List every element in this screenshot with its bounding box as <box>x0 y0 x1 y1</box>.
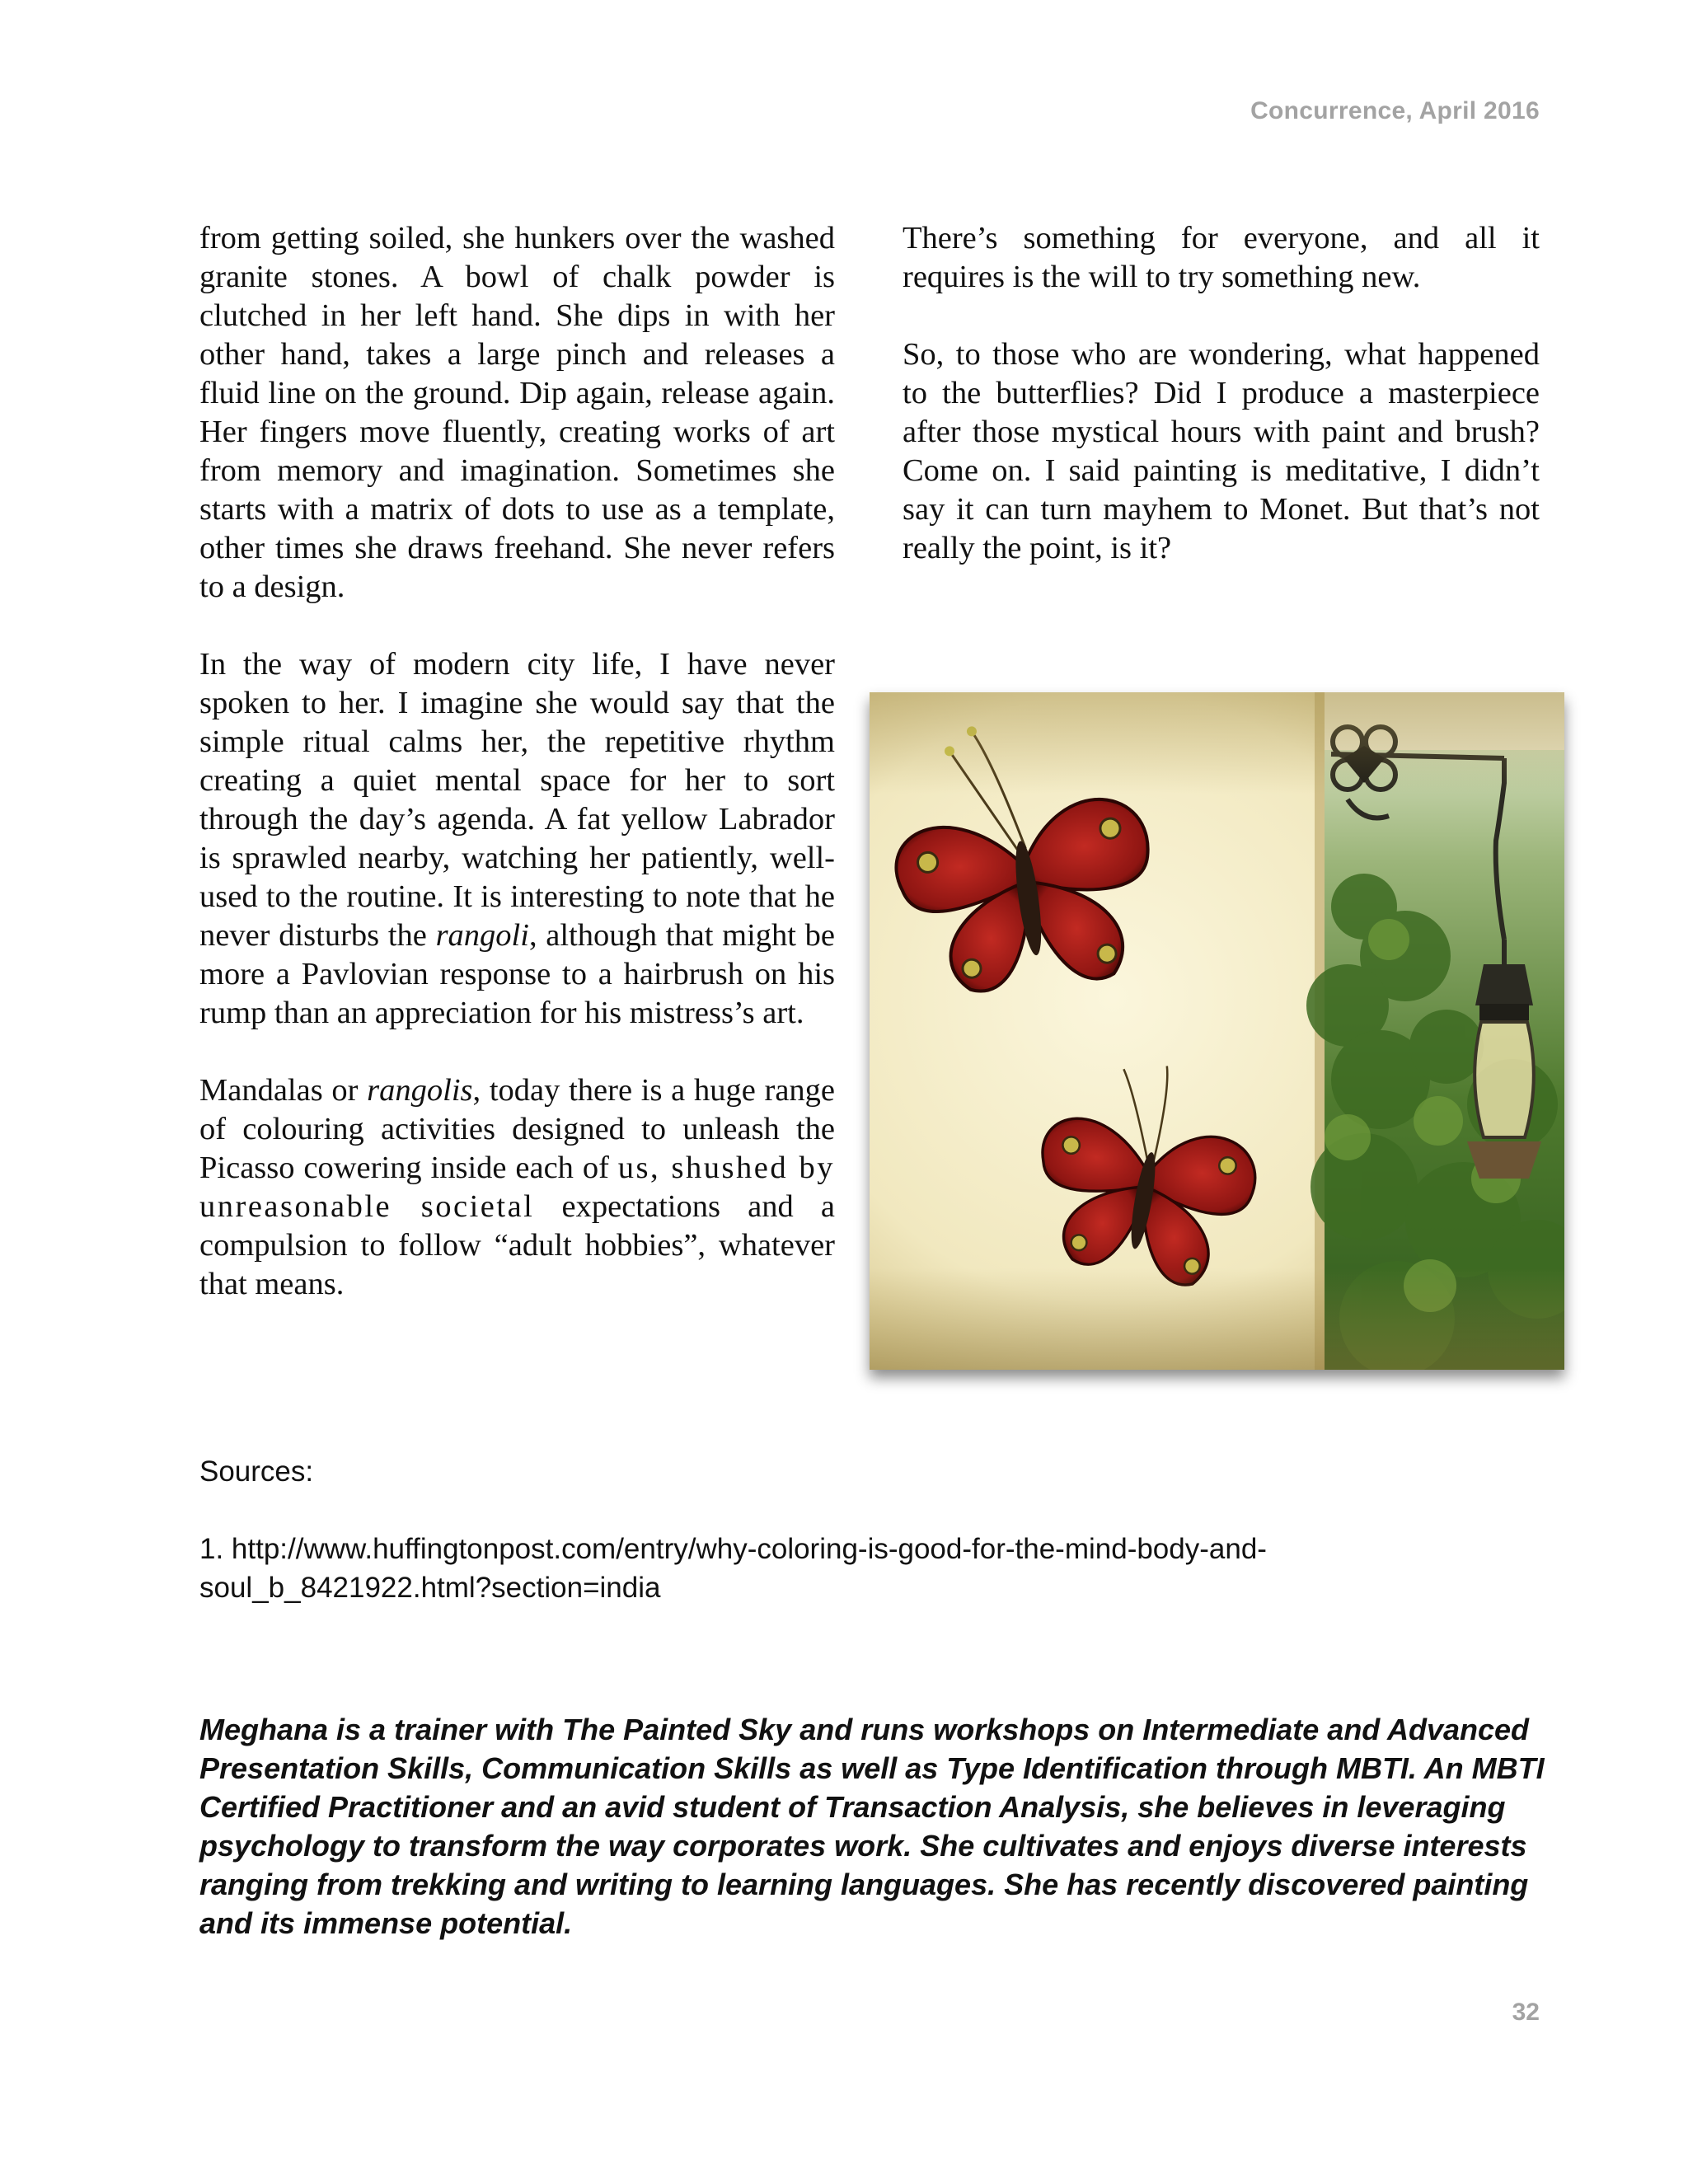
butterfly-wall-photo <box>870 692 1564 1370</box>
left-paragraph-3 <box>199 1071 835 1304</box>
source-link[interactable]: 1. http://www.huffingtonpost.com/entry/why-coloring-is-good-for-the-mind-body-and-soul_b_8421922.html?section=india <box>199 1533 1267 1604</box>
right-column <box>903 219 1540 568</box>
page-number: 32 <box>1512 1999 1540 2026</box>
left-paragraph-1: from getting soiled, she hunkers over the washed granite stones. A bowl of chalk powder is clutched in her left hand. She dips in with her other hand, takes a large pinch and releases a fluid line on the ground. Dip again, release again. Her fingers move fluently, creating works of art from memory and imagination. Sometimes she starts with a matrix of dots to use as a template, other times she draws freehand. She never refers to a design. <box>199 221 835 604</box>
sources-label: Sources: <box>199 1455 314 1488</box>
author-bio: Meghana is a trainer with The Painted Sky and runs workshops on Intermediate and Advanced Presentation Skills, Communication Skills as well as Type Identification through MBTI. An MBTI Certified Practitioner and an avid student of Transaction Analysis, she believes in leveraging psychology to transform the way corporates work. She cultivates and enjoys diverse interests ranging from trekking and writing to learning languages. She has recently discovered painting and its immense potential. <box>199 1713 1545 1940</box>
right-paragraph-2: So, to those who are wondering, what happened to the butterflies? Did I produce a masterpiece after those mystical hours with paint and brush? Come on. I said painting is meditative, I didn’t say it can turn mayhem to Monet. But that’s not really the point, is it? <box>903 337 1540 565</box>
text-run: , although that might be more a Pavlovian response to a hairbrush on his rump than an appreciation for his mistress’s art. <box>199 918 836 1030</box>
text-run: expectations and a compulsion to follow “adult hobbies”, whatever that means. <box>199 1189 835 1301</box>
left-column <box>199 219 835 1304</box>
sources-section <box>199 1452 1535 1607</box>
text-run: In the way of modern city life, I have never spoken to her. I imagine she would say that the simple ritual calms her, the repetitive rhythm creating a quiet mental space for her to sort through the day’s agenda. A fat yellow Labrador is sprawled nearby, watching her patiently, well-used to the routine. It is interesting to note that he never disturbs the <box>199 647 835 953</box>
publication-header: Concurrence, April 2016 <box>1250 97 1540 124</box>
italic-term: rangolis <box>367 1073 473 1108</box>
right-paragraph-1: There’s something for everyone, and all it requires is the will to try something new. <box>903 221 1540 294</box>
text-run: Mandalas or <box>199 1073 368 1108</box>
photo-illustration <box>870 692 1564 1370</box>
left-paragraph-2 <box>199 645 835 1033</box>
italic-term: rangoli <box>435 918 529 953</box>
text-run: us, shushed by unreasonable societal <box>199 1151 836 1224</box>
text-run: , today there is a huge range of colouring activities designed to unleash the Picasso cowering inside each of <box>199 1073 835 1185</box>
